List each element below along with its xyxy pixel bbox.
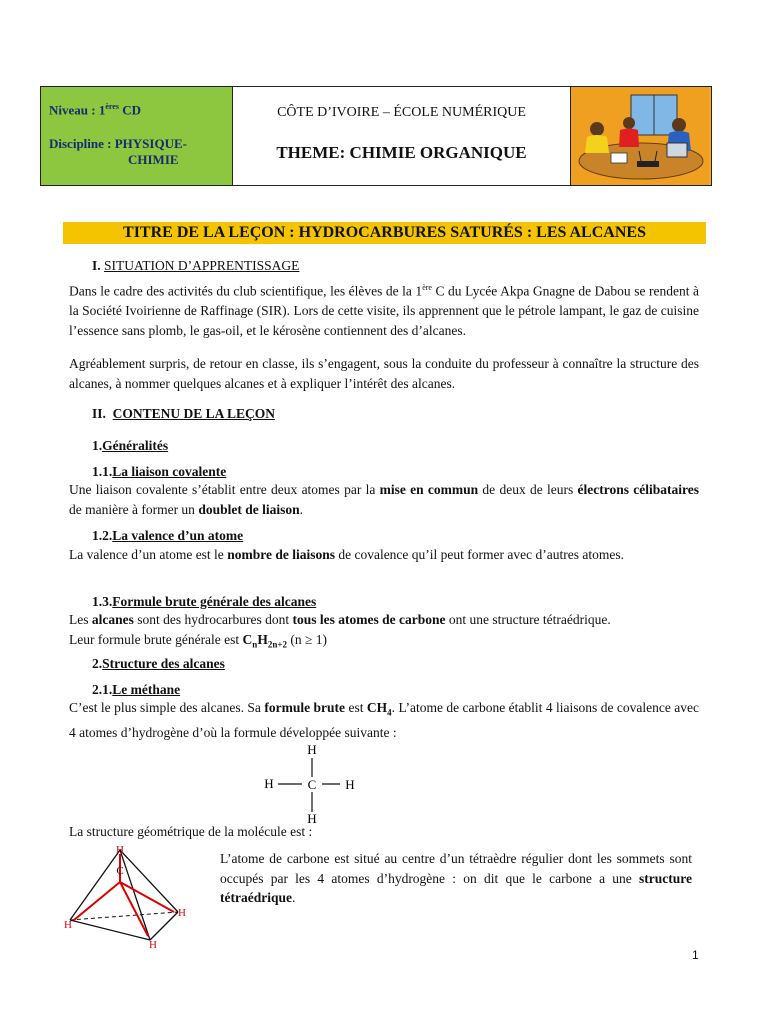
situation-paragraph-1: Dans le cadre des activités du club scientifique, les élèves de la 1ère C du Lycée Akpa Gnagne de Dabou se rendent à la Société Ivoirienne de Raffinage (SIR). Lors de cette visite, ils apprennent que le pétrole lampant, le gaz de cuisine l’essence sans plomb, le gas-oil, et le kérosène contiennent des d’alcanes. xyxy=(69,283,699,338)
covalent-bond-heading: 1.1.La liaison covalente xyxy=(92,464,227,479)
tetra-h-top: H xyxy=(116,844,124,856)
discipline-label: Discipline : PHYSIQUE- CHIMIE xyxy=(49,136,187,168)
tetra-h-bottom: H xyxy=(149,939,157,951)
tetra-h-left: H xyxy=(64,919,72,931)
country-title: CÔTE D’IVOIRE – ÉCOLE NUMÉRIQUE xyxy=(277,105,526,120)
formula-paragraph: Les alcanes sont des hydrocarbures dont tous les atomes de carbone ont une structure tétraédrique. Leur formule brute générale est $C_nH_{2n+2}$ (n ≥ 1) xyxy=(69,612,611,650)
situation-paragraph-2: Agréablement surpris, de retour en classe, ils s’engagent, sous la conduite du professeur à connaître la structure des alcanes, à nommer quelques alcanes et à expliquer l’intérêt des alcanes. xyxy=(69,356,699,391)
tetra-h-right: H xyxy=(178,907,186,919)
level-label: Niveau : 1ères CD xyxy=(49,102,141,118)
valence-paragraph: La valence d’un atome est le nombre de liaisons de covalence qu’il peut former avec d’autres atomes. xyxy=(69,547,624,562)
tetrahedral-paragraph: L’atome de carbone est situé au centre d’un tétraèdre régulier dont les sommets sont occupés par les 4 atomes d’hydrogène : on dit que le carbone a une structure tétraédrique. xyxy=(220,851,692,905)
theme-cell xyxy=(233,87,571,185)
generalities-heading: 1.Généralités xyxy=(92,438,169,453)
section-1-heading: I. SITUATION D’APPRENTISSAGE xyxy=(92,258,300,273)
page-number: 1 xyxy=(692,948,699,962)
covalent-bond-paragraph: Une liaison covalente s’établit entre deux atomes par la mise en commun de deux de leurs électrons célibataires de manière à former un doublet de liaison. xyxy=(69,482,699,517)
header-table xyxy=(40,86,712,186)
atom-h-bottom: H xyxy=(307,811,317,826)
tetra-c: C xyxy=(116,865,124,877)
methane-heading: 2.1.Le méthane xyxy=(92,682,181,697)
methane-developed-formula xyxy=(258,740,368,826)
atom-h-left: H xyxy=(264,776,274,791)
atom-c: C xyxy=(307,777,317,792)
methane-paragraph: C’est le plus simple des alcanes. Sa formule brute est $CH_4$. L’atome de carbone établit 4 liaisons de covalence avec 4 atomes d’hydrogène d’où la formule développée suivante : xyxy=(69,700,700,741)
structure-heading: 2.Structure des alcanes xyxy=(92,656,225,671)
atom-h-top: H xyxy=(307,742,317,757)
theme-title: THEME: CHIMIE ORGANIQUE xyxy=(276,143,527,162)
formula-heading: 1.3.Formule brute générale des alcanes xyxy=(92,594,317,609)
geometry-intro: La structure géométrique de la molécule est : xyxy=(69,824,313,839)
atom-h-right: H xyxy=(345,777,355,792)
valence-heading: 1.2.La valence d’un atome xyxy=(92,528,244,543)
lesson-title: TITRE DE LA LEÇON : HYDROCARBURES SATURÉS : LES ALCANES xyxy=(63,222,706,244)
level-cell xyxy=(41,87,233,185)
tetrahedron-diagram xyxy=(58,840,198,955)
classroom-illustration xyxy=(571,87,711,185)
section-2-heading: II. CONTENU DE LA LEÇON xyxy=(92,406,276,421)
